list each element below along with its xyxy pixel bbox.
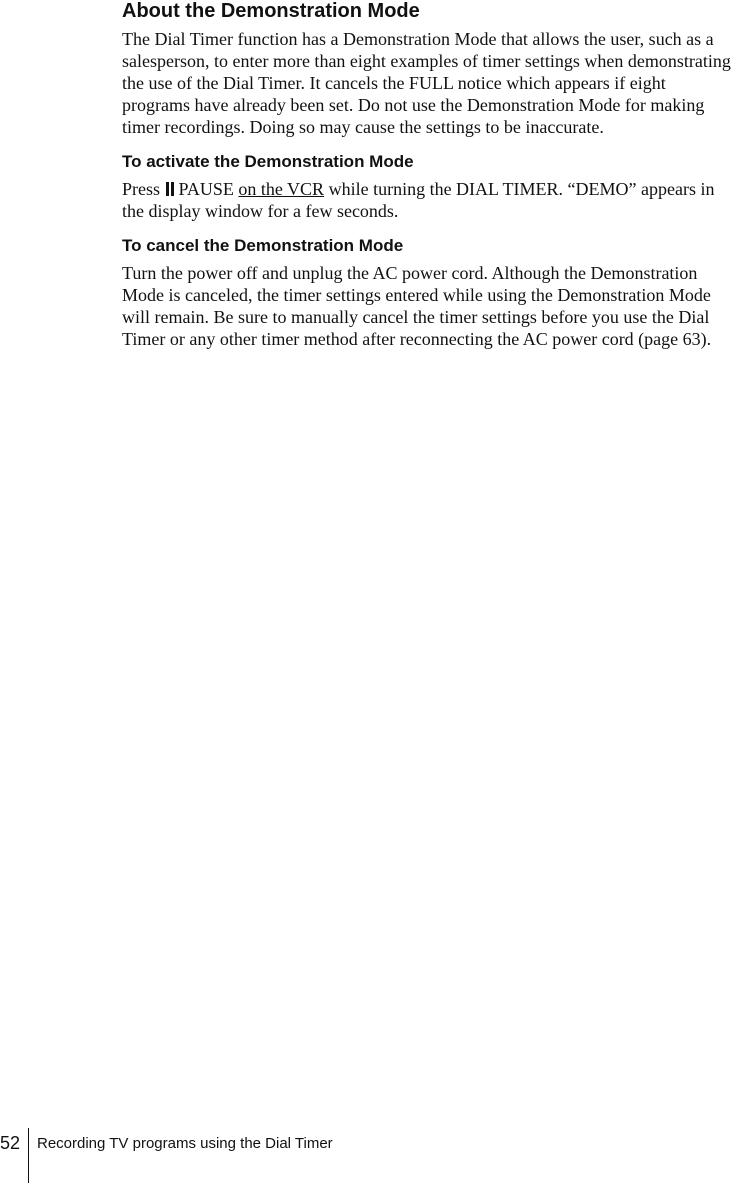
cancel-line: Turn the power off and unplug the AC power cord. Although the Demonstration bbox=[122, 263, 698, 283]
vcr-reference: on the VCR bbox=[238, 179, 325, 199]
activate-line-1-suffix: while turning the DIAL TIMER. “DEMO” appears in bbox=[328, 179, 715, 199]
activate-heading: To activate the Demonstration Mode bbox=[122, 152, 414, 171]
page-content bbox=[122, 0, 755, 350]
press-text: Press bbox=[122, 179, 161, 199]
intro-line: salesperson, to enter more than eight examples of timer settings when demonstrating bbox=[122, 51, 731, 71]
section-title: About the Demonstration Mode bbox=[122, 0, 420, 22]
activate-paragraph bbox=[122, 178, 755, 222]
cancel-line: will remain. Be sure to manually cancel the timer settings before you use the Dial bbox=[122, 307, 710, 327]
chapter-title: Recording TV programs using the Dial Timer bbox=[37, 1135, 333, 1152]
intro-line: the use of the Dial Timer. It cancels the FULL notice which appears if eight bbox=[122, 73, 666, 93]
pause-label: PAUSE bbox=[178, 179, 234, 199]
intro-line: The Dial Timer function has a Demonstration Mode that allows the user, such as a bbox=[122, 29, 714, 49]
cancel-line: Timer or any other timer method after reconnecting the AC power cord (page 63). bbox=[122, 329, 712, 349]
cancel-line: Mode is canceled, the timer settings entered while using the Demonstration Mode bbox=[122, 285, 711, 305]
page-number: 52 bbox=[0, 1133, 21, 1153]
pause-icon bbox=[165, 182, 175, 196]
page-footer bbox=[0, 1128, 755, 1183]
intro-line: programs have already been set. Do not use the Demonstration Mode for making bbox=[122, 95, 705, 115]
cancel-heading: To cancel the Demonstration Mode bbox=[122, 236, 404, 255]
activate-line-2: the display window for a few seconds. bbox=[122, 201, 399, 221]
cancel-paragraph bbox=[122, 262, 755, 350]
activate-line-1 bbox=[122, 178, 755, 200]
intro-paragraph bbox=[122, 28, 755, 138]
footer-divider bbox=[28, 1128, 29, 1183]
intro-line: timer recordings. Doing so may cause the settings to be inaccurate. bbox=[122, 117, 604, 137]
